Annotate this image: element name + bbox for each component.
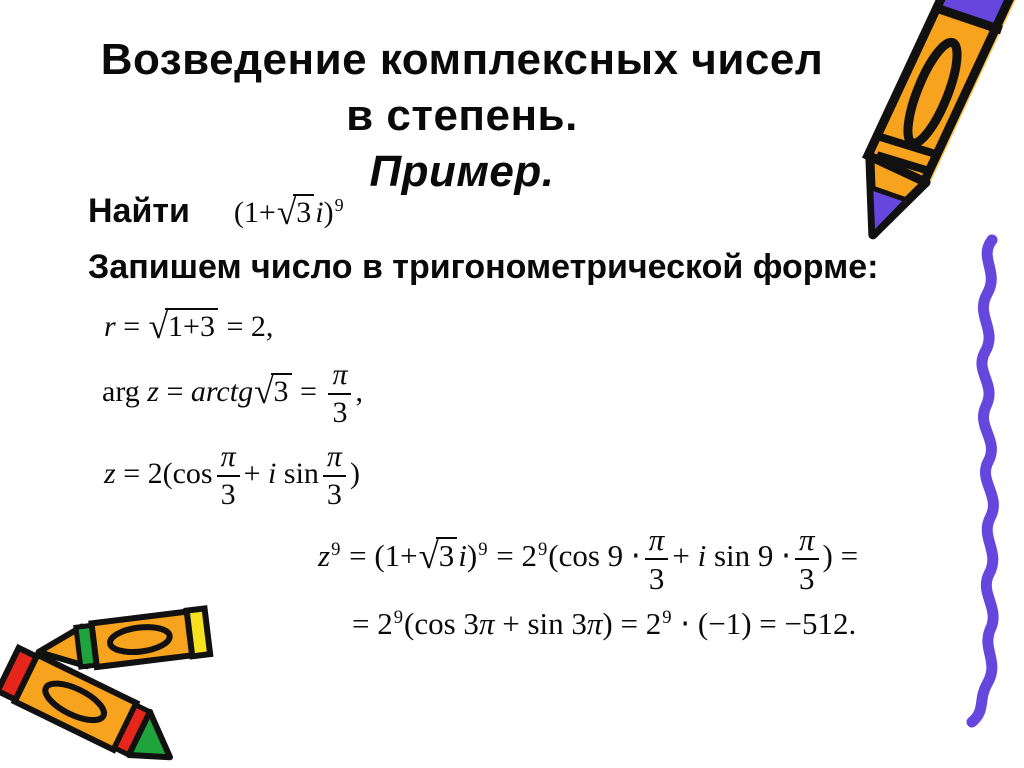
crayon-band — [76, 625, 97, 667]
sqrt: √3 — [277, 194, 314, 230]
crayon-end — [0, 648, 37, 700]
squiggle-line — [930, 232, 1024, 732]
fraction: $\frac{\pi}{3}$ — [645, 524, 669, 594]
sqrt: √3 — [254, 373, 291, 409]
math-arg-line: arg z = arctg√3 = $\frac{\pi}{3}$ , — [102, 358, 363, 429]
sqrt: √1+3 — [149, 308, 218, 344]
find-label: Найти — [88, 192, 190, 230]
crayon-tip — [36, 627, 87, 672]
find-row — [88, 192, 345, 231]
intro-text: Запишем число в тригонометрической форме: — [88, 248, 879, 286]
squiggle-path — [972, 240, 993, 722]
math-find-expression: (1+√3 i)9 — [233, 192, 344, 232]
crayon-band — [114, 705, 149, 755]
fraction: $\frac{\pi}{3}$ — [323, 442, 346, 510]
crayon-end — [187, 608, 210, 656]
crayon-cap-line — [933, 0, 1002, 37]
crayons-illustration-bottom-left — [0, 588, 232, 768]
math-result-line-2: = 29(cos 3π + sin 3π) = 29 ⋅ (−1) = −512. — [352, 606, 857, 641]
crayon-body — [92, 612, 193, 667]
math-result-line-1: z9 = (1+√3 i)9 = 29(cos 9 ⋅ $\frac{\pi}{3}$ + i sin 9 ⋅ $\frac{\pi}{3}$ ) = — [318, 522, 859, 596]
fraction: $\frac{\pi}{3}$ — [795, 524, 819, 594]
crayon-body — [15, 655, 137, 750]
slide-title — [0, 32, 924, 200]
crayon-oval-detail — [40, 676, 109, 727]
sqrt: √3 — [419, 537, 458, 574]
title-line-1: Возведение комплексных чисел — [100, 35, 824, 84]
fraction: $\frac{\pi}{3}$ — [217, 442, 240, 510]
math-r-line: r = √1+3 = 2, — [104, 306, 274, 346]
crayon-cap — [939, 0, 1014, 32]
math-z-line: z = 2(cos $\frac{\pi}{3}$ + i sin $\frac{\pi}{3}$ ) — [104, 440, 360, 511]
fraction: $\frac{\pi}{3}$ — [328, 360, 351, 428]
crayon-tip — [129, 712, 184, 768]
title-line-3: Пример. — [369, 147, 555, 196]
title-line-2: в степень. — [346, 91, 578, 140]
crayon-oval-detail — [109, 624, 171, 655]
